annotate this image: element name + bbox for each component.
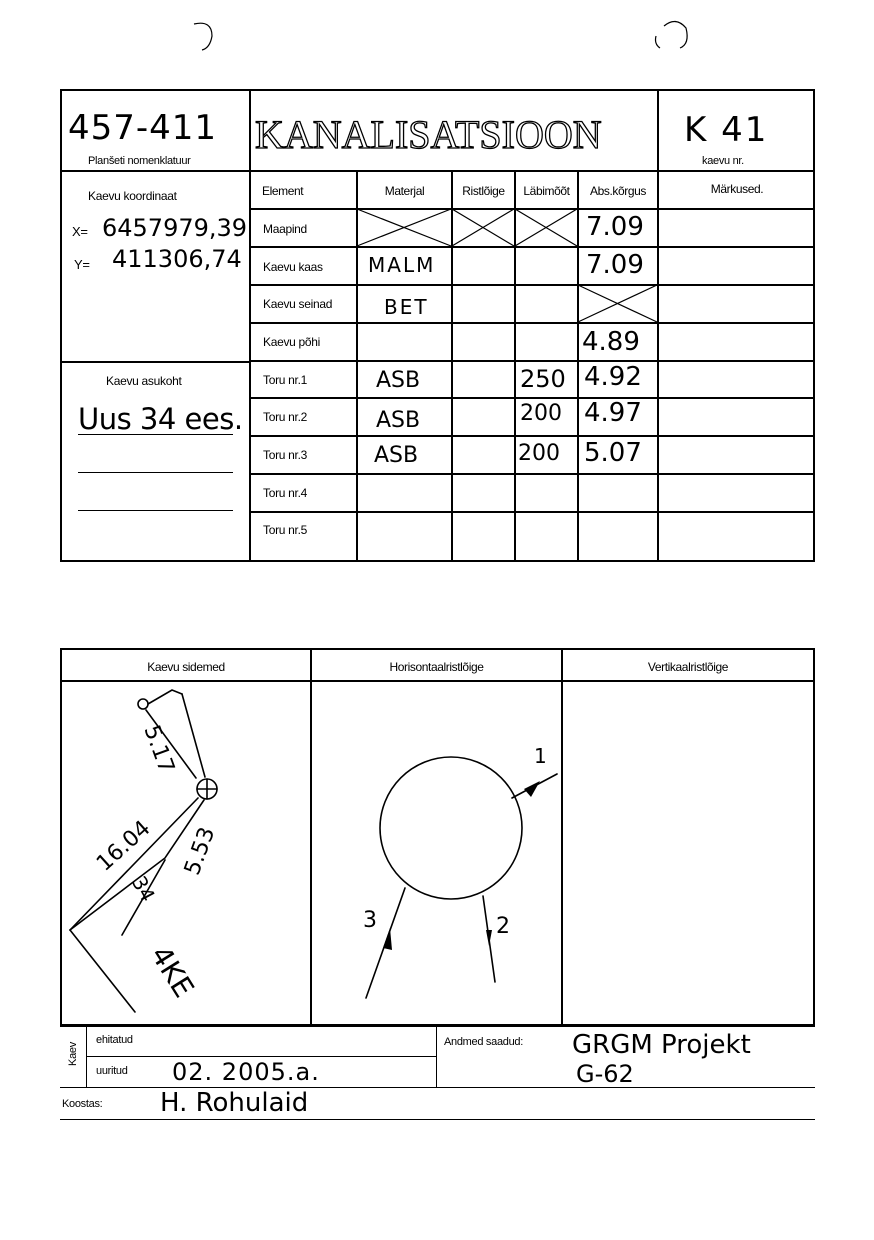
vertical-section-header: Vertikaalristlõige — [647, 660, 729, 674]
row-label-pipe-5: Toru nr.5 — [263, 523, 307, 537]
footer-line-signature — [60, 1119, 815, 1120]
col-header-diameter: Läbimõõt — [523, 184, 570, 198]
y-prefix: Y= — [74, 257, 90, 272]
footer-surveyed-value: 02. 2005.a. — [172, 1058, 320, 1086]
cell-walls-material: BET — [384, 295, 429, 319]
cell-pipe3-abs: 5.07 — [584, 438, 642, 468]
footer-mid-divider — [436, 1025, 437, 1088]
footer-compiled-value: H. Rohulaid — [160, 1088, 309, 1118]
cell-pipe1-abs: 4.92 — [584, 362, 642, 392]
pipe-number-3: 3 — [363, 908, 377, 933]
col-header-element: Element — [262, 184, 304, 198]
cell-pipe1-material: ASB — [376, 368, 421, 393]
sketch-length-middle: 34 — [126, 872, 160, 906]
row-label-pipe-2: Toru nr.2 — [263, 410, 307, 424]
horizontal-section-header: Horisontaalristlõige — [389, 660, 484, 674]
location-value: Uus 34 ees. — [78, 402, 243, 436]
row-label-ground: Maapind — [263, 222, 307, 236]
footer-data-label: Andmed saadud: — [444, 1036, 523, 1048]
col-header-notes: Märkused. — [710, 182, 764, 196]
footer-line-middle — [86, 1056, 436, 1057]
x-prefix: X= — [72, 224, 88, 239]
cell-ground-abs: 7.09 — [586, 212, 644, 242]
sketch-length-right: 5.53 — [180, 823, 221, 879]
cell-pipe2-abs: 4.97 — [584, 398, 642, 428]
nomenclature-value: 457-411 — [68, 108, 218, 148]
x-coordinate-value: 6457979,39 — [102, 214, 248, 242]
connections-header: Kaevu sidemed — [147, 660, 225, 674]
row-label-pipe-4: Toru nr.4 — [263, 486, 307, 500]
footer-data-value-2: G-62 — [576, 1060, 634, 1088]
footer-data-value-1: GRGM Projekt — [572, 1030, 751, 1060]
nomenclature-label: Planšeti nomenklatuur — [88, 155, 191, 167]
row-label-walls: Kaevu seinad — [263, 297, 333, 311]
col-header-material: Materjal — [384, 184, 425, 198]
well-number-value: K 41 — [684, 110, 769, 150]
col-header-cross-section: Ristlõige — [462, 184, 505, 198]
cell-bottom-abs: 4.89 — [582, 327, 640, 357]
cell-pipe2-diameter: 200 — [520, 401, 562, 426]
row-label-pipe-1: Toru nr.1 — [263, 373, 307, 387]
cell-pipe1-diameter: 250 — [520, 365, 566, 393]
footer-surveyed-label: uuritud — [96, 1065, 128, 1077]
footer-compiled-label: Koostas: — [62, 1098, 103, 1110]
well-number-label: kaevu nr. — [702, 155, 744, 167]
row-label-pipe-3: Toru nr.3 — [263, 448, 307, 462]
footer-line-top — [60, 1025, 815, 1027]
cell-pipe3-material: ASB — [374, 443, 419, 468]
cell-lid-abs: 7.09 — [586, 250, 644, 280]
footer-built-label: ehitatud — [96, 1034, 133, 1046]
pipe-number-1: 1 — [534, 744, 547, 768]
pipe-number-2: 2 — [496, 914, 510, 939]
cell-pipe2-material: ASB — [376, 408, 421, 433]
cell-lid-material: MALM — [368, 253, 436, 277]
col-header-abs-height: Abs.kõrgus — [589, 184, 647, 198]
sketch-length-left: 16.04 — [92, 815, 156, 877]
coordinates-label: Kaevu koordinaat — [88, 189, 177, 203]
sketch-length-top: 5.17 — [138, 722, 179, 777]
row-label-lid: Kaevu kaas — [263, 260, 323, 274]
footer-well-label: Kaev — [67, 1042, 79, 1066]
sketch-ke-label: 4KE — [144, 940, 201, 1004]
y-coordinate-value: 411306,74 — [112, 245, 242, 273]
location-label: Kaevu asukoht — [106, 374, 182, 388]
cell-pipe3-diameter: 200 — [518, 441, 560, 466]
row-label-bottom: Kaevu põhi — [263, 335, 321, 349]
form-title: KANALISATSIOON — [255, 112, 602, 157]
